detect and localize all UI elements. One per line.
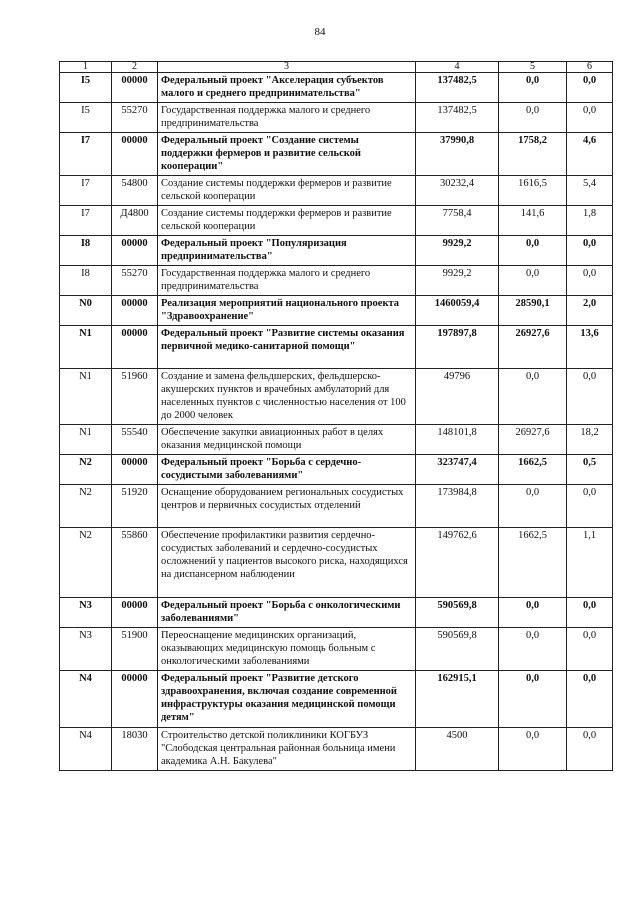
table-cell-c2: 51900 — [112, 628, 158, 671]
table-cell-c1: N1 — [60, 369, 112, 425]
table-cell-c2: 00000 — [112, 236, 158, 266]
table-cell-c4: 37990,8 — [416, 133, 499, 176]
table-cell-c5: 1758,2 — [499, 133, 567, 176]
table-row — [60, 176, 613, 206]
table-row — [60, 628, 613, 671]
table-cell-c1: N4 — [60, 728, 112, 771]
table-cell-c5: 0,0 — [499, 628, 567, 671]
column-header: 3 — [158, 62, 416, 73]
table-cell-c2: 00000 — [112, 133, 158, 176]
table-cell-c1: N3 — [60, 598, 112, 628]
table-cell-c2: 55860 — [112, 528, 158, 598]
table-cell-c1: I5 — [60, 103, 112, 133]
table-cell-c1: N4 — [60, 671, 112, 728]
table-cell-c2: 51960 — [112, 369, 158, 425]
table-row — [60, 296, 613, 326]
table-cell-c4: 4500 — [416, 728, 499, 771]
table-cell-c4: 162915,1 — [416, 671, 499, 728]
table-cell-c2: 55540 — [112, 425, 158, 455]
table-cell-c4: 9929,2 — [416, 236, 499, 266]
table-cell-c3: Государственная поддержка малого и среднего предпринимательства — [158, 103, 416, 133]
table-cell-c6: 0,0 — [567, 728, 613, 771]
table-cell-c6: 1,1 — [567, 528, 613, 598]
table-row — [60, 528, 613, 598]
table-cell-c4: 30232,4 — [416, 176, 499, 206]
table-cell-c5: 26927,6 — [499, 326, 567, 369]
table-cell-c1: I7 — [60, 206, 112, 236]
table-cell-c6: 0,0 — [567, 485, 613, 528]
table-cell-c1: N1 — [60, 425, 112, 455]
table-cell-c3: Федеральный проект "Создание системы поддержки фермеров и развитие сельской кооперации" — [158, 133, 416, 176]
table-cell-c2: 00000 — [112, 671, 158, 728]
table-cell-c5: 0,0 — [499, 598, 567, 628]
table-cell-c2: 18030 — [112, 728, 158, 771]
table-row — [60, 455, 613, 485]
table-row — [60, 206, 613, 236]
table-cell-c4: 148101,8 — [416, 425, 499, 455]
table-cell-c1: I8 — [60, 266, 112, 296]
table-header-row — [60, 62, 613, 73]
table-cell-c6: 0,0 — [567, 628, 613, 671]
table-cell-c3: Федеральный проект "Борьба с онкологическими заболеваниями" — [158, 598, 416, 628]
table-cell-c3: Создание системы поддержки фермеров и развитие сельской кооперации — [158, 206, 416, 236]
table-cell-c3: Федеральный проект "Борьба с сердечно-сосудистыми заболеваниями" — [158, 455, 416, 485]
table-cell-c4: 173984,8 — [416, 485, 499, 528]
table-cell-c4: 149762,6 — [416, 528, 499, 598]
table-row — [60, 671, 613, 728]
table-cell-c5: 141,6 — [499, 206, 567, 236]
table-row — [60, 485, 613, 528]
table-cell-c3: Федеральный проект "Популяризация предпринимательства" — [158, 236, 416, 266]
column-header: 4 — [416, 62, 499, 73]
table-cell-c6: 2,0 — [567, 296, 613, 326]
table-cell-c6: 0,0 — [567, 598, 613, 628]
table-row — [60, 369, 613, 425]
table-cell-c1: N3 — [60, 628, 112, 671]
table-cell-c6: 18,2 — [567, 425, 613, 455]
table-cell-c6: 13,6 — [567, 326, 613, 369]
table-cell-c4: 197897,8 — [416, 326, 499, 369]
table-cell-c3: Федеральный проект "Акселерация субъектов малого и среднего предпринимательства" — [158, 73, 416, 103]
table-cell-c3: Строительство детской поликлиники КОГБУЗ "Слободская центральная районная больница имени академика А.Н. Бакулева" — [158, 728, 416, 771]
table-cell-c4: 137482,5 — [416, 103, 499, 133]
column-header: 2 — [112, 62, 158, 73]
table-row — [60, 598, 613, 628]
table-cell-c3: Федеральный проект "Развитие детского здравоохранения, включая создание современной инфраструктуры оказания медицинской помощи детям" — [158, 671, 416, 728]
table-cell-c4: 49796 — [416, 369, 499, 425]
table-cell-c1: N2 — [60, 455, 112, 485]
table-cell-c5: 1616,5 — [499, 176, 567, 206]
table-cell-c5: 0,0 — [499, 236, 567, 266]
column-header: 6 — [567, 62, 613, 73]
table-row — [60, 266, 613, 296]
table-cell-c2: Д4800 — [112, 206, 158, 236]
table-cell-c4: 323747,4 — [416, 455, 499, 485]
table-cell-c3: Реализация мероприятий национального проекта "Здравоохранение" — [158, 296, 416, 326]
table-cell-c2: 55270 — [112, 103, 158, 133]
table-cell-c6: 0,0 — [567, 103, 613, 133]
table-cell-c5: 0,0 — [499, 485, 567, 528]
page-number: 84 — [314, 26, 326, 38]
table-cell-c1: N0 — [60, 296, 112, 326]
table-cell-c6: 4,6 — [567, 133, 613, 176]
table-cell-c6: 5,4 — [567, 176, 613, 206]
table-cell-c5: 0,0 — [499, 369, 567, 425]
table-cell-c3: Оснащение оборудованием региональных сосудистых центров и первичных сосудистых отделений — [158, 485, 416, 528]
table-cell-c2: 00000 — [112, 455, 158, 485]
table-cell-c5: 0,0 — [499, 73, 567, 103]
table-cell-c4: 1460059,4 — [416, 296, 499, 326]
table-cell-c2: 00000 — [112, 326, 158, 369]
table-cell-c3: Создание и замена фельдшерских, фельдшерско-акушерских пунктов и врачебных амбулаторий для населенных пунктов с численностью населения от 100 до 2000 человек — [158, 369, 416, 425]
table-cell-c4: 7758,4 — [416, 206, 499, 236]
column-header: 1 — [60, 62, 112, 73]
table-row — [60, 133, 613, 176]
table-cell-c5: 0,0 — [499, 671, 567, 728]
table-row — [60, 326, 613, 369]
table-cell-c1: N2 — [60, 485, 112, 528]
table-cell-c2: 55270 — [112, 266, 158, 296]
table-cell-c1: N2 — [60, 528, 112, 598]
table-cell-c3: Создание системы поддержки фермеров и развитие сельской кооперации — [158, 176, 416, 206]
table-row — [60, 425, 613, 455]
table-cell-c2: 54800 — [112, 176, 158, 206]
table-cell-c5: 0,0 — [499, 266, 567, 296]
table-cell-c1: N1 — [60, 326, 112, 369]
table-cell-c2: 51920 — [112, 485, 158, 528]
table-cell-c5: 0,0 — [499, 103, 567, 133]
table-cell-c6: 0,0 — [567, 266, 613, 296]
table-cell-c3: Переоснащение медицинских организаций, оказывающих медицинскую помощь больным с онкологическими заболеваниями — [158, 628, 416, 671]
table-cell-c5: 0,0 — [499, 728, 567, 771]
table-cell-c2: 00000 — [112, 598, 158, 628]
table-cell-c3: Обеспечение закупки авиационных работ в целях оказания медицинской помощи — [158, 425, 416, 455]
table-cell-c2: 00000 — [112, 296, 158, 326]
table-cell-c6: 1,8 — [567, 206, 613, 236]
table-cell-c1: I8 — [60, 236, 112, 266]
table-cell-c4: 590569,8 — [416, 628, 499, 671]
table-cell-c6: 0,0 — [567, 73, 613, 103]
table-cell-c5: 1662,5 — [499, 528, 567, 598]
table-cell-c5: 28590,1 — [499, 296, 567, 326]
table-cell-c6: 0,0 — [567, 369, 613, 425]
table-row — [60, 103, 613, 133]
table-cell-c5: 1662,5 — [499, 455, 567, 485]
table-cell-c3: Обеспечение профилактики развития сердечно-сосудистых заболеваний и сердечно-сосудистых осложнений у пациентов высокого риска, находящихся на диспансерном наблюдении — [158, 528, 416, 598]
table-cell-c3: Федеральный проект "Развитие системы оказания первичной медико-санитарной помощи" — [158, 326, 416, 369]
table-cell-c6: 0,5 — [567, 455, 613, 485]
column-header: 5 — [499, 62, 567, 73]
table-cell-c5: 26927,6 — [499, 425, 567, 455]
table-cell-c1: I7 — [60, 176, 112, 206]
table-row — [60, 73, 613, 103]
table-row — [60, 236, 613, 266]
table-cell-c4: 9929,2 — [416, 266, 499, 296]
table-cell-c1: I5 — [60, 73, 112, 103]
table-cell-c1: I7 — [60, 133, 112, 176]
table-cell-c4: 137482,5 — [416, 73, 499, 103]
table-row — [60, 728, 613, 771]
table-cell-c6: 0,0 — [567, 671, 613, 728]
table-cell-c6: 0,0 — [567, 236, 613, 266]
table-cell-c2: 00000 — [112, 73, 158, 103]
budget-table — [59, 61, 613, 771]
table-cell-c4: 590569,8 — [416, 598, 499, 628]
table-cell-c3: Государственная поддержка малого и среднего предпринимательства — [158, 266, 416, 296]
